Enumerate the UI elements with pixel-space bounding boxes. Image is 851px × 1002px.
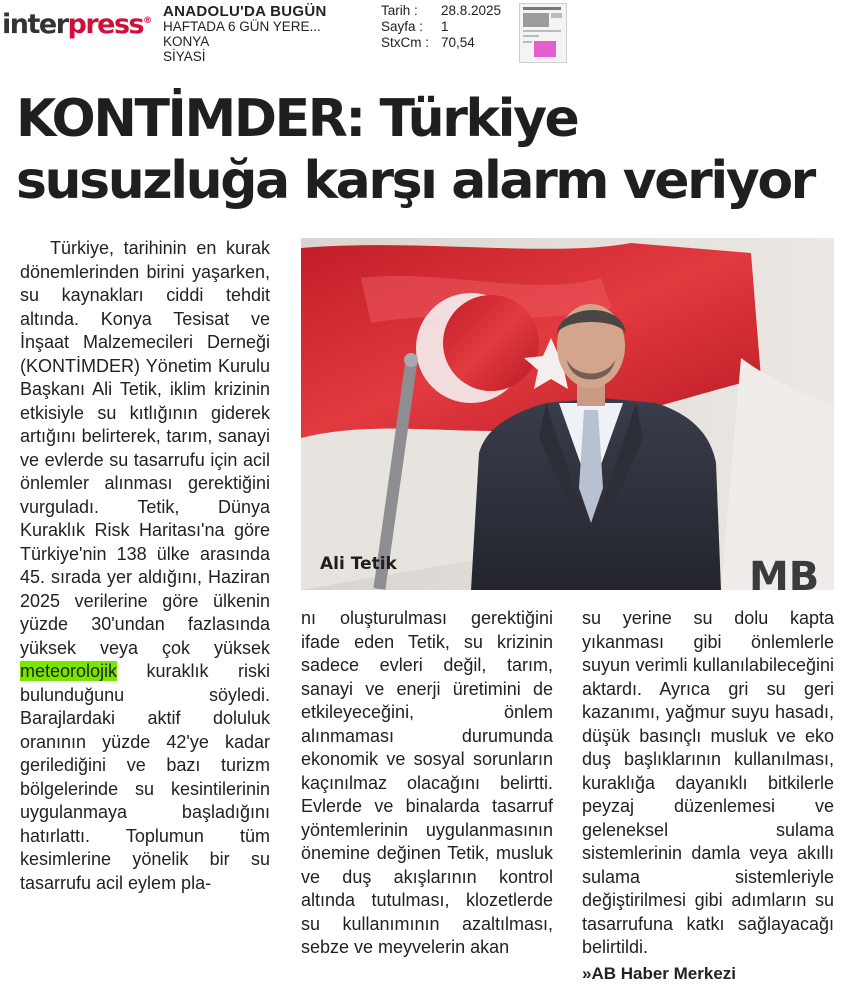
column-1-text-b: kuraklık riski bulunduğunu söyledi. Barajlardaki aktif doluluk oranının yüzde 42'ye kadar gerilediğini ve bazı turizm bölgelerinde su kesintilerinin uygulanmaya başladığını hatırlattı. Toplumun tüm kesimlerine yönelik bir su tasarrufu acil eylem pla-	[20, 661, 270, 893]
meta-key: StxCm :	[381, 35, 430, 50]
headline-line-2: susuzluğa karşı alarm veriyor	[16, 151, 814, 211]
meta-row-date	[381, 3, 501, 19]
article-photo	[301, 238, 834, 590]
publication-info	[163, 4, 373, 64]
publication-frequency: HAFTADA 6 GÜN YERE...	[163, 19, 321, 34]
meta-value: 70,54	[441, 35, 475, 50]
interpress-logo	[2, 6, 153, 40]
meta-value: 1	[441, 19, 449, 34]
publication-city: KONYA	[163, 34, 210, 49]
photo-caption: Ali Tetik	[320, 554, 397, 574]
svg-text:MB: MB	[749, 554, 820, 590]
meta-key: Sayfa :	[381, 19, 424, 34]
logo-registered-mark: ®	[143, 16, 153, 26]
publication-name: ANADOLU'DA BUGÜN	[163, 3, 327, 20]
page-thumbnail-icon[interactable]	[519, 3, 567, 63]
article-headline	[16, 88, 846, 212]
logo-text-press: press	[67, 9, 144, 40]
clipping-meta	[381, 3, 501, 51]
logo-text-inter: inter	[2, 9, 68, 40]
meta-row-page	[381, 19, 501, 35]
article-column-1	[20, 237, 270, 895]
article-credit: »AB Haber Merkezi	[582, 963, 737, 983]
article-column-2: nı oluşturulması gerektiğini ifade eden Tetik, su krizinin sadece evleri değil, tarım, sanayi ve enerji üretimini de etkileyeceğini, önlem alınmaması durumunda ekonomik ve sosyal sorunların kaçınılmaz olacağını belirtti. Evlerde ve binalarda tasarruf yöntemlerinin uygulanmasının önemine değinen Tetik, musluk ve duş akışlarının kontrol altında tutulması, klozetlerde su kullanımının azaltılması, sebze ve meyvelerin akan	[301, 608, 553, 957]
meta-value: 28.8.2025	[441, 3, 502, 18]
publication-section: SİYASİ	[163, 49, 206, 64]
column-1-text-a: Türkiye, tarihinin en kurak dönemlerinden birini yaşarken, su kaynakları ciddi tehdit altında. Konya Tesisat ve İnşaat Malzemecileri Derneği (KONTİMDER) Yönetim Kurulu Başkanı Ali Tetik, iklim krizinin etkisiyle su kıtlığının giderek artığını belirterek, tarım, sanayi ve evlerde su tasarrufu için acil önlemler alınması gerektiğini vurguladı. Tetik, Dünya Kuraklık Risk Haritası'na göre Türkiye'nin 138 ülke arasında 45. sırada yer aldığını, Haziran 2025 verilerine göre ülkenin yüzde 30'undan fazlasında yüksek veya çok yüksek	[20, 238, 270, 658]
article-column-3	[582, 607, 834, 985]
meta-row-stxcm	[381, 35, 501, 51]
highlighted-keyword: meteorolojik	[20, 661, 118, 681]
photo-illustration	[301, 238, 834, 590]
column-3-text: su yerine su dolu kapta yıkanması gibi önlemlerle suyun verimli kullanılabileceğini aktardı. Ayrıca gri su geri kazanımı, yağmur suyu hasadı, düşük basınçlı musluk ve eko duş başlıklarının kullanılması, kuraklığa dayanıklı bitkilerle peyzaj düzenlemesi ve geleneksel sulama sistemlerinin damla veya akıllı sulama sistemleriyle değiştirilmesi gibi adımların su tasarrufuna katkı sağlayacağı belirtildi.	[582, 608, 834, 957]
headline-line-1: KONTİMDER: Türkiye	[16, 89, 578, 149]
meta-key: Tarih :	[381, 3, 418, 18]
